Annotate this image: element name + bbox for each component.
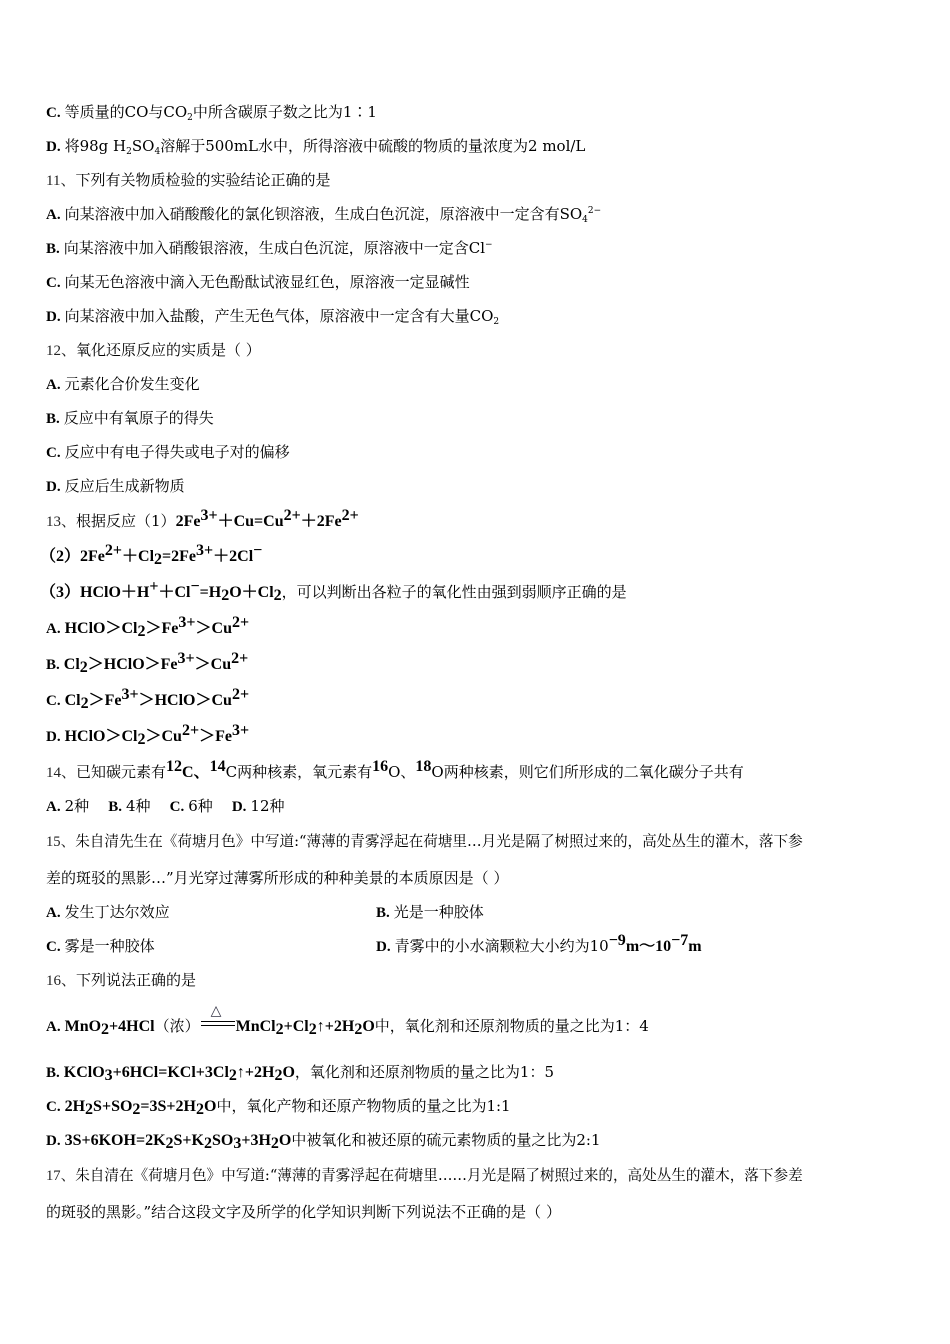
subscript: 2 xyxy=(80,695,89,712)
option-label: A. xyxy=(46,377,61,393)
subscript: 2 xyxy=(137,623,146,640)
superscript: 3+ xyxy=(196,542,214,559)
option-text: 4种 xyxy=(125,797,151,815)
option-label: A. xyxy=(46,905,61,921)
q13-stem xyxy=(46,507,359,532)
equation-part: +Cl xyxy=(283,1018,309,1035)
question-text: C、 xyxy=(182,764,210,781)
q14-stem xyxy=(46,758,744,783)
q15-stem-line2 xyxy=(46,868,508,888)
q15-option-b xyxy=(376,902,484,923)
subscript: 3 xyxy=(104,1067,113,1084)
subscript: 2 xyxy=(137,731,146,748)
option-text: Cl xyxy=(64,692,81,709)
option-label: D. xyxy=(46,309,61,325)
q15-option-c xyxy=(46,937,155,955)
option-label: D. xyxy=(46,729,61,745)
q11-option-d xyxy=(46,306,499,327)
question-number: 15、 xyxy=(46,834,76,850)
superscript: 2+ xyxy=(104,542,123,559)
question-text: 氧化还原反应的实质是（ ） xyxy=(76,341,261,359)
option-text: 元素化合价发生变化 xyxy=(64,375,200,393)
q12-option-d xyxy=(46,476,185,497)
superscript: 14 xyxy=(209,758,226,775)
q11-option-c xyxy=(46,272,470,293)
option-text: HClO＞Cl xyxy=(64,620,138,637)
option-label: B. xyxy=(376,905,390,921)
superscript: 3+ xyxy=(121,686,139,703)
option-text: ，氧化剂和还原剂物质的量之比为1：5 xyxy=(294,1063,555,1081)
option-text: 中，氧化产物和还原产物物质的量之比为1:1 xyxy=(216,1097,511,1115)
q13-reaction-2 xyxy=(40,542,263,568)
superscript: 3+ xyxy=(231,722,250,739)
option-text: m xyxy=(688,938,702,955)
subscript: 2 xyxy=(101,1021,110,1038)
question-text: 朱自清在《荷塘月色》中写道:“薄薄的青雾浮起在荷塘里……月光是隔了树照过来的，高处丛生的灌木，落下参差 xyxy=(75,1167,803,1184)
option-text: 2种 xyxy=(64,797,90,815)
question-number: 14、 xyxy=(46,765,77,781)
q16-option-b xyxy=(46,1062,554,1083)
equation-part: 2Fe xyxy=(80,548,105,565)
option-label: A. xyxy=(46,799,61,815)
q17-stem-line1 xyxy=(46,1166,803,1186)
option-label: C. xyxy=(46,445,61,461)
heating-condition-sign xyxy=(201,1003,235,1037)
option-label: D. xyxy=(376,939,391,955)
question-text: ，可以判断出各粒子的氧化性由强到弱顺序正确的是 xyxy=(281,583,627,601)
superscript: − xyxy=(253,542,263,559)
equation-part: S+K xyxy=(173,1132,204,1149)
subscript: 2 xyxy=(308,1021,317,1038)
superscript: 16 xyxy=(372,758,389,775)
option-label: D. xyxy=(46,1133,61,1149)
equation-part: =H xyxy=(199,584,222,601)
equation-part: 3S+6KOH=2K xyxy=(64,1132,166,1149)
superscript: 3+ xyxy=(177,650,195,667)
q16-option-c xyxy=(46,1096,511,1117)
q12-stem xyxy=(46,340,261,361)
superscript: 18 xyxy=(415,758,432,775)
option-text: ＞Cu xyxy=(145,728,182,745)
subscript: 2 xyxy=(221,587,230,604)
subscript: 2 xyxy=(195,1101,204,1118)
question-number: 17、 xyxy=(46,1168,76,1184)
subscript: 2 xyxy=(154,551,163,568)
option-text: ＞HClO＞Fe xyxy=(87,656,178,673)
option-text: 反应中有氧原子的得失 xyxy=(63,409,214,427)
reaction-number: （3） xyxy=(40,584,81,601)
subscript: 2 xyxy=(187,113,193,123)
superscript: 2− xyxy=(587,206,602,216)
option-label: C. xyxy=(46,1099,61,1115)
delta-icon: △ xyxy=(210,1003,222,1019)
condition-text: （浓） xyxy=(154,1017,200,1035)
equation-part: =2Fe xyxy=(162,548,197,565)
option-label: C. xyxy=(46,939,61,955)
option-label: B. xyxy=(46,411,60,427)
superscript: −9 xyxy=(608,932,626,949)
subscript: 2 xyxy=(354,1021,363,1038)
question-text: C两种核素，氧元素有 xyxy=(225,763,373,781)
subscript: 3 xyxy=(233,1135,242,1152)
question-number: 16、 xyxy=(46,973,77,989)
equation-part: ＋Cu=Cu xyxy=(217,513,284,530)
superscript: −7 xyxy=(671,932,689,949)
subscript: 4 xyxy=(154,147,161,157)
option-label: B. xyxy=(46,657,60,673)
q11-option-a xyxy=(46,204,601,225)
equation-part: MnO xyxy=(64,1018,102,1035)
q15-stem-line1 xyxy=(46,832,803,852)
option-text: Cl xyxy=(63,656,80,673)
option-text: 向某溶液中加入盐酸，产生无色气体，原溶液中一定含有大量CO xyxy=(64,307,494,325)
equation-part: +4HCl xyxy=(109,1018,155,1035)
q12-option-c xyxy=(46,442,290,463)
q13-option-b xyxy=(46,650,249,676)
option-label: A. xyxy=(46,621,61,637)
question-text: O、 xyxy=(388,763,416,781)
equation-part: ↑+2H xyxy=(316,1018,355,1035)
option-text: ＞Fe xyxy=(145,620,179,637)
equation-part: S+SO xyxy=(93,1098,133,1115)
option-text: 光是一种胶体 xyxy=(393,903,484,921)
option-label: A. xyxy=(46,1019,61,1035)
equation-part: HClO＋H xyxy=(80,584,150,601)
q15-options-row1 xyxy=(46,902,906,923)
option-text: 发生丁达尔效应 xyxy=(64,903,170,921)
option-text: ＞Cu xyxy=(194,656,232,673)
option-text: 6种 xyxy=(188,797,213,815)
option-label: D. xyxy=(46,139,61,155)
superscript: 2+ xyxy=(181,722,200,739)
q11-stem xyxy=(46,170,330,191)
q12-option-b xyxy=(46,408,214,429)
subscript: 2 xyxy=(165,1135,174,1152)
option-text: 将98g H xyxy=(64,137,127,155)
option-text: 中，氧化剂和还原剂物质的量之比为1：4 xyxy=(374,1017,649,1035)
question-text: O两种核素，则它们所形成的二氧化碳分子共有 xyxy=(431,763,744,781)
subscript: 2 xyxy=(228,1067,237,1084)
subscript: 2 xyxy=(203,1135,212,1152)
superscript: − xyxy=(190,578,200,595)
option-text: 向某无色溶液中滴入无色酚酞试液显红色，原溶液一定显碱性 xyxy=(64,273,470,291)
option-label: B. xyxy=(46,241,60,257)
option-text: 溶解于500mL水中，所得溶液中硫酸的物质的量浓度为2 mol/L xyxy=(160,137,586,155)
option-label: C. xyxy=(169,799,185,815)
question-number: 12、 xyxy=(46,343,77,359)
superscript: 2+ xyxy=(231,614,250,631)
option-label: B. xyxy=(108,799,122,815)
q15-option-d xyxy=(376,932,702,957)
option-text: 12种 xyxy=(250,797,285,815)
superscript: + xyxy=(149,578,159,595)
question-text: 朱自清先生在《荷塘月色》中写道:“薄薄的青雾浮起在荷塘里…月光是隔了树照过来的，高处丛生的灌木，落下参 xyxy=(75,833,803,850)
q10-option-c xyxy=(46,102,377,123)
question-text: 差的斑驳的黑影…”月光穿过薄雾所形成的种种美景的本质原因是（ ） xyxy=(46,869,509,887)
q16-option-a xyxy=(46,1003,649,1038)
superscript: 2+ xyxy=(341,507,359,524)
question-text: 已知碳元素有 xyxy=(76,763,167,781)
option-text: 中所含碳原子数之比为1∶1 xyxy=(192,103,377,121)
superscript: 3+ xyxy=(178,614,196,631)
q16-stem xyxy=(46,970,196,991)
q15-options-row2 xyxy=(46,932,906,957)
question-text: 下列有关物质检验的实验结论正确的是 xyxy=(75,171,331,189)
equation-part: =3S+2H xyxy=(140,1098,196,1115)
equation-part: O xyxy=(203,1098,217,1115)
option-text: SO xyxy=(131,137,155,155)
equation-part: O xyxy=(362,1018,375,1035)
option-text: 反应中有电子得失或电子对的偏移 xyxy=(64,443,290,461)
option-label: D. xyxy=(231,799,247,815)
subscript: 2 xyxy=(270,1135,279,1152)
option-text: 向某溶液中加入硝酸酸化的氯化钡溶液，生成白色沉淀，原溶液中一定含有SO xyxy=(64,205,583,223)
option-text: ＞Cu xyxy=(195,620,232,637)
equation-part: +6HCl=KCl+3Cl xyxy=(112,1064,229,1081)
equation-part: O xyxy=(282,1064,295,1081)
option-text: ＞HClO＞Cu xyxy=(138,692,232,709)
subscript: 2 xyxy=(126,147,132,157)
option-text: HClO＞Cl xyxy=(64,728,138,745)
option-label: C. xyxy=(46,105,61,121)
superscript: 12 xyxy=(166,758,183,775)
subscript: 2 xyxy=(79,659,88,676)
option-text: 中被氧化和被还原的硫元素物质的量之比为2:1 xyxy=(291,1131,601,1149)
option-label: C. xyxy=(46,275,61,291)
q16-option-d xyxy=(46,1130,601,1151)
equation-part: ＋Cl xyxy=(158,584,191,601)
equation-part: MnCl xyxy=(235,1018,276,1035)
q13-option-a xyxy=(46,614,250,640)
equation-part: ＋2Cl xyxy=(213,548,254,565)
equation-part: KClO xyxy=(63,1064,105,1081)
question-number: 11、 xyxy=(46,173,76,189)
option-text: 向某溶液中加入硝酸银溶液，生成白色沉淀，原溶液中一定含Cl xyxy=(63,239,486,257)
equation-part: ↑+2H xyxy=(236,1064,275,1081)
option-text: 反应后生成新物质 xyxy=(64,477,185,495)
equation-part: ＋2Fe xyxy=(300,513,342,530)
option-text: 雾是一种胶体 xyxy=(64,937,155,955)
subscript: 2 xyxy=(274,1067,283,1084)
superscript: 2+ xyxy=(283,507,301,524)
option-text: ＞Fe xyxy=(199,728,232,745)
option-text: 等质量的CO与CO xyxy=(64,103,188,121)
superscript: 2+ xyxy=(231,686,250,703)
q11-option-b xyxy=(46,238,493,259)
option-label: A. xyxy=(46,207,61,223)
question-text: 根据反应（1） xyxy=(76,512,176,530)
subscript: 2 xyxy=(85,1101,94,1118)
option-label: D. xyxy=(46,479,61,495)
equation-part: SO xyxy=(211,1132,234,1149)
q10-option-d xyxy=(46,136,585,157)
reaction-number: （2） xyxy=(40,548,81,565)
q14-options xyxy=(46,796,285,817)
option-text: m～10 xyxy=(625,938,672,955)
q13-reaction-3 xyxy=(40,578,627,604)
question-number: 13、 xyxy=(46,514,77,530)
question-text: 下列说法正确的是 xyxy=(76,971,197,989)
equation-part: 2Fe xyxy=(175,513,201,530)
q12-option-a xyxy=(46,374,200,395)
subscript: 2 xyxy=(493,317,500,327)
q13-option-c xyxy=(46,686,250,712)
option-label: B. xyxy=(46,1065,60,1081)
option-text: ＞Fe xyxy=(88,692,122,709)
q17-stem-line2 xyxy=(46,1202,561,1222)
equation-part: ＋Cl xyxy=(122,548,155,565)
equation-part: O＋Cl xyxy=(229,584,274,601)
q15-option-a xyxy=(46,903,170,921)
option-label: C. xyxy=(46,693,61,709)
superscript: − xyxy=(485,240,493,250)
superscript: 2+ xyxy=(231,650,249,667)
subscript: 2 xyxy=(275,1021,284,1038)
subscript: 4 xyxy=(582,215,588,225)
subscript: 2 xyxy=(273,587,282,604)
superscript: 3+ xyxy=(200,507,218,524)
equation-part: 2H xyxy=(64,1098,86,1115)
equation-part: +3H xyxy=(241,1132,271,1149)
equation-part: O xyxy=(278,1132,292,1149)
question-text: 的斑驳的黑影。”结合这段文字及所学的化学知识判断下列说法不正确的是（ ） xyxy=(46,1203,561,1221)
option-text: 青雾中的小水滴颗粒大小约为10 xyxy=(394,937,609,955)
subscript: 2 xyxy=(132,1101,141,1118)
q13-option-d xyxy=(46,722,250,748)
